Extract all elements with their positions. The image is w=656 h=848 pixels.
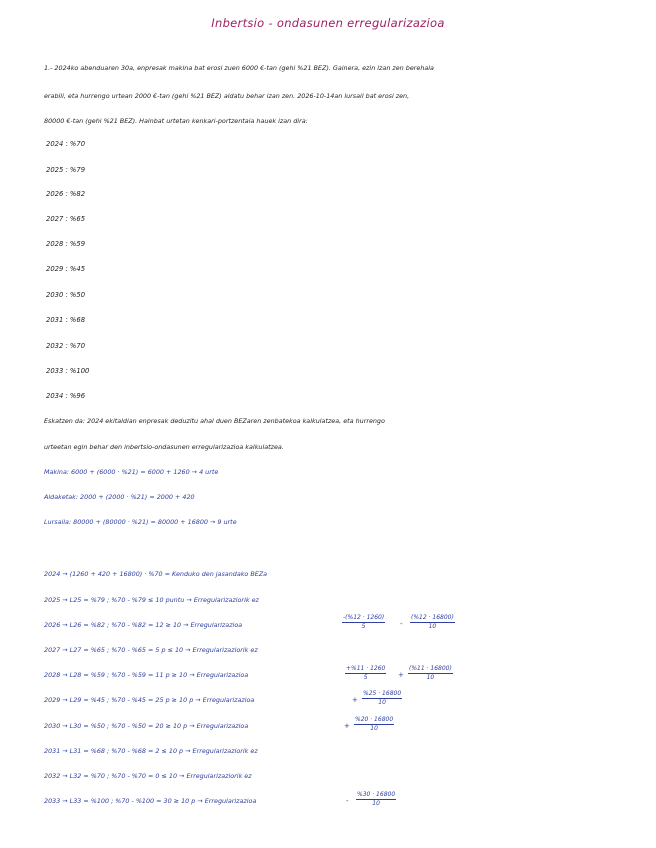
percentage-2028: 2028 : %59 [46,240,86,248]
fraction-2028-machine: $\frac{+\%11 \cdot 1260}{5}$ [346,665,386,681]
calc-2027: 2027 → L27 = %65 ; %70 - %65 = 5 p ≤ 10 → Erregularizaziorik ez [44,646,258,654]
calc-2033: 2033 → L33 = %100 ; %70 - %100 = 30 ≥ 10 p → Erregularizazioa [44,797,257,805]
intro-line-2: erabili, eta hurrengo urtean 2000 €-tan (gehi %21 BEZ) aldatu behar izan zen. 2026-10-14an lursail bat erosi zen, [44,92,410,100]
asset-land: Lursaila: 80000 + (80000 · %21) = 80000 + 16800 → 9 urte [44,518,237,526]
asset-machine: Makina: 6000 + (6000 · %21) = 6000 + 1260 → 4 urte [44,468,219,476]
calc-2024: 2024 → (1260 + 420 + 16800) · %70 = Kenduko den jasandako BEZa [44,570,268,578]
intro-line-1: 1.- 2024ko abenduaren 30a, enpresak makina bat erosi zuen 6000 €-tan (gehi %21 BEZ). Gainera, ezin izan zen berehala [44,64,434,72]
minus-sign: - [346,797,349,805]
percentage-2032: 2032 : %70 [46,342,86,350]
fraction-2029-land: $\frac{\%25 \cdot 16800}{10}$ [363,690,402,706]
percentage-2027: 2027 : %65 [46,215,86,223]
task-line-1: Eskatzen da: 2024 ekitaldian enpresak deduzitu ahal duen BEZaren zenbatekoa kalkulatzea, eta hurrengo [44,417,385,425]
plus-sign: + [344,722,350,730]
percentage-2031: 2031 : %68 [46,316,86,324]
percentage-2025: 2025 : %79 [46,166,86,174]
percentage-2026: 2026 : %82 [46,190,86,198]
intro-line-3: 80000 €-tan (gehi %21 BEZ). Hainbat urtetan kenkari-portzentaia hauek izan dira: [44,117,308,125]
fraction-2030-land: $\frac{\%20 \cdot 16800}{10}$ [355,716,394,732]
plus-sign: + [398,671,404,679]
fraction-2028-land: $\frac{(\%11 \cdot 16800)}{10}$ [409,665,452,681]
fraction-2026-machine: $\frac{-(\%12 \cdot 1260)}{5}$ [343,614,385,630]
calc-2032: 2032 → L32 = %70 ; %70 - %70 = 0 ≤ 10 → Erregularizaziorik ez [44,772,252,780]
fraction-2026-land: $\frac{(\%12 \cdot 16800)}{10}$ [411,614,454,630]
calc-2030: 2030 → L30 = %50 ; %70 - %50 = 20 ≥ 10 p → Erregularizazioa [44,722,249,730]
calc-2029: 2029 → L29 = %45 ; %70 - %45 = 25 p ≥ 10 p → Erregularizazioa [44,696,255,704]
plus-sign: + [352,696,358,704]
percentage-2029: 2029 : %45 [46,265,86,273]
percentage-2033: 2033 : %100 [46,367,90,375]
percentage-2024: 2024 : %70 [46,140,86,148]
calc-2028: 2028 → L28 = %59 ; %70 - %59 = 11 p ≥ 10 → Erregularizazioa [44,671,249,679]
calc-2025: 2025 → L25 = %79 ; %70 - %79 ≤ 10 puntu → Erregularizaziorik ez [44,596,259,604]
fraction-2033-land: $\frac{\%30 \cdot 16800}{10}$ [357,791,396,807]
minus-sign: - [400,620,403,628]
calc-2026: 2026 → L26 = %82 ; %70 - %82 = 12 ≥ 10 → Erregularizazioa [44,621,243,629]
task-line-2: urteetan egin behar den inbertsio-ondasunen erregularizazioa kalkulatzea. [44,443,284,451]
calc-2031: 2031 → L31 = %68 ; %70 - %68 = 2 ≤ 10 p → Erregularizaziorik ez [44,747,258,755]
page-title: Inbertsio - ondasunen erregularizazioa [211,16,445,30]
percentage-2030: 2030 : %50 [46,291,86,299]
percentage-2034: 2034 : %96 [46,392,86,400]
asset-modification: Aldaketak: 2000 + (2000 · %21) = 2000 + 420 [44,493,195,501]
